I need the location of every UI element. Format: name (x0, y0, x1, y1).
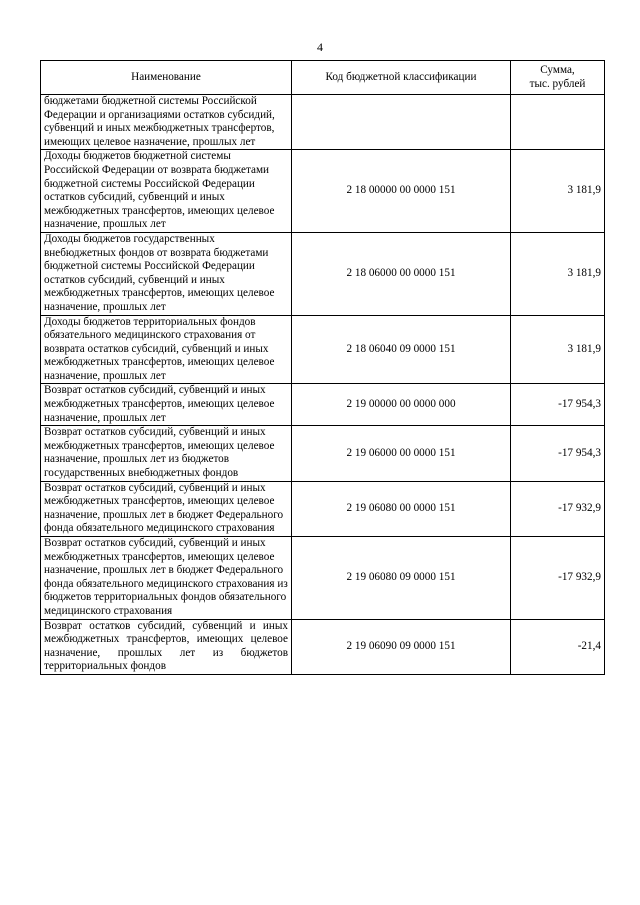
table-row (41, 384, 605, 426)
table-row (41, 315, 605, 384)
row-code-cell: 2 19 06090 09 0000 151 (292, 619, 511, 674)
table-row (41, 619, 605, 674)
row-code-cell (292, 95, 511, 150)
row-name-cell: Доходы бюджетов бюджетной системы Российской Федерации от возврата бюджетами бюджетной системы Российской Федерации остатков субсидий, субвенций и иных межбюджетных трансфертов, имеющих целевое назначение, прошлых лет (41, 150, 292, 233)
row-sum-cell: -17 932,9 (511, 537, 605, 620)
row-name-cell: Доходы бюджетов территориальных фондов обязательного медицинского страхования от возврата остатков субсидий, субвенций и иных межбюджетных трансфертов, имеющих целевое назначение, прошлых лет (41, 315, 292, 384)
row-sum-cell: -17 954,3 (511, 384, 605, 426)
table-row (41, 150, 605, 233)
row-code-cell: 2 18 06040 09 0000 151 (292, 315, 511, 384)
table-row (41, 95, 605, 150)
budget-table (40, 60, 605, 675)
row-sum-cell: -21,4 (511, 619, 605, 674)
page-number: 4 (317, 40, 323, 54)
row-code-cell: 2 19 06080 09 0000 151 (292, 537, 511, 620)
column-header-code: Код бюджетной классификации (292, 61, 511, 95)
row-sum-cell: 3 181,9 (511, 232, 605, 315)
row-code-cell: 2 19 00000 00 0000 000 (292, 384, 511, 426)
row-name-cell: Возврат остатков субсидий, субвенций и иных межбюджетных трансфертов, имеющих целевое назначение, прошлых лет из бюджетов государственных внебюджетных фондов (41, 426, 292, 481)
column-header-sum-line1: Сумма, (540, 63, 575, 76)
column-header-sum (511, 61, 605, 95)
row-name-cell: бюджетами бюджетной системы Российской Федерации и организациями остатков субсидий, субвенций и иных межбюджетных трансфертов, имеющих целевое назначение, прошлых лет (41, 95, 292, 150)
row-sum-cell: 3 181,9 (511, 315, 605, 384)
table-row (41, 537, 605, 620)
row-sum-cell: 3 181,9 (511, 150, 605, 233)
row-code-cell: 2 19 06080 00 0000 151 (292, 481, 511, 536)
row-name-cell: Возврат остатков субсидий, субвенций и иных межбюджетных трансфертов, имеющих целевое назначение, прошлых лет (41, 384, 292, 426)
row-code-cell: 2 18 06000 00 0000 151 (292, 232, 511, 315)
row-name-cell: Возврат остатков субсидий, субвенций и иных межбюджетных трансфертов, имеющих целевое назначение, прошлых лет из бюджетов территориальных фондов (41, 619, 292, 674)
row-code-cell: 2 18 00000 00 0000 151 (292, 150, 511, 233)
table-header-row (41, 61, 605, 95)
row-sum-cell: -17 932,9 (511, 481, 605, 536)
column-header-name: Наименование (41, 61, 292, 95)
row-sum-cell: -17 954,3 (511, 426, 605, 481)
row-name-cell: Возврат остатков субсидий, субвенций и иных межбюджетных трансфертов, имеющих целевое назначение, прошлых лет в бюджет Федерального фонда обязательного медицинского страхования из бюджетов территориальных фондов обязательного медицинского страхования (41, 537, 292, 620)
table-row (41, 481, 605, 536)
column-header-sum-line2: тыс. рублей (529, 77, 586, 90)
row-name-cell: Доходы бюджетов государственных внебюджетных фондов от возврата бюджетами бюджетной системы Российской Федерации остатков субсидий, субвенций и иных межбюджетных трансфертов, имеющих целевое назначение, прошлых лет (41, 232, 292, 315)
row-code-cell: 2 19 06000 00 0000 151 (292, 426, 511, 481)
table-row (41, 426, 605, 481)
row-name-cell: Возврат остатков субсидий, субвенций и иных межбюджетных трансфертов, имеющих целевое назначение, прошлых лет в бюджет Федерального фонда обязательного медицинского страхования (41, 481, 292, 536)
table-row (41, 232, 605, 315)
row-sum-cell (511, 95, 605, 150)
